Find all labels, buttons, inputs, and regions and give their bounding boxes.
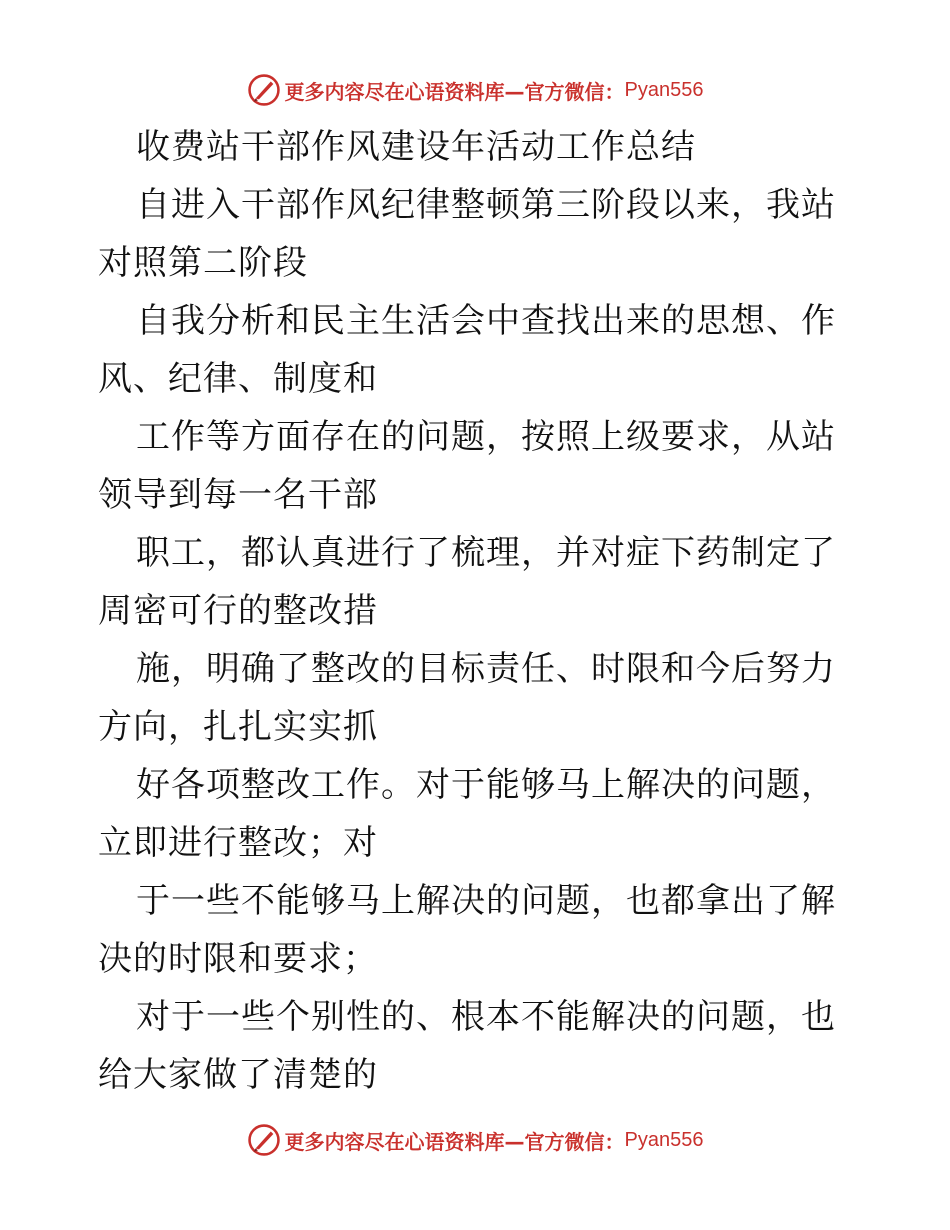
footer-banner xyxy=(0,1118,950,1162)
banner-text: 更多内容尽在心语资料库—官方微信： xyxy=(284,79,625,104)
header-banner xyxy=(0,68,950,112)
paragraph: 职工，都认真进行了梳理，并对症下药制定了周密可行的整改措 xyxy=(98,533,836,631)
paragraph: 自进入干部作风纪律整顿第三阶段以来，我站对照第二阶段 xyxy=(98,185,836,283)
document-title: 收费站干部作风建设年活动工作总结 xyxy=(136,127,696,167)
paragraph: 工作等方面存在的问题，按照上级要求，从站领导到每一名干部 xyxy=(98,417,836,515)
paragraph: 好各项整改工作。对于能够马上解决的问题，立即进行整改；对 xyxy=(98,765,836,863)
paragraph: 于一些不能够马上解决的问题，也都拿出了解决的时限和要求； xyxy=(98,881,836,979)
paragraph: 自我分析和民主生活会中查找出来的思想、作风、纪律、制度和 xyxy=(98,301,836,399)
banner-wechat-id: Pyan556 xyxy=(624,78,704,101)
banner-text: 更多内容尽在心语资料库—官方微信： xyxy=(284,1129,625,1154)
banner-wechat-id: Pyan556 xyxy=(624,1128,704,1151)
document-body xyxy=(98,118,854,1104)
quill-logo-icon xyxy=(247,1123,281,1157)
paragraph: 施，明确了整改的目标责任、时限和今后努力方向，扎扎实实抓 xyxy=(98,649,836,747)
paragraph: 对于一些个别性的、根本不能解决的问题，也给大家做了清楚的 xyxy=(98,997,836,1095)
quill-logo-icon xyxy=(247,73,281,107)
